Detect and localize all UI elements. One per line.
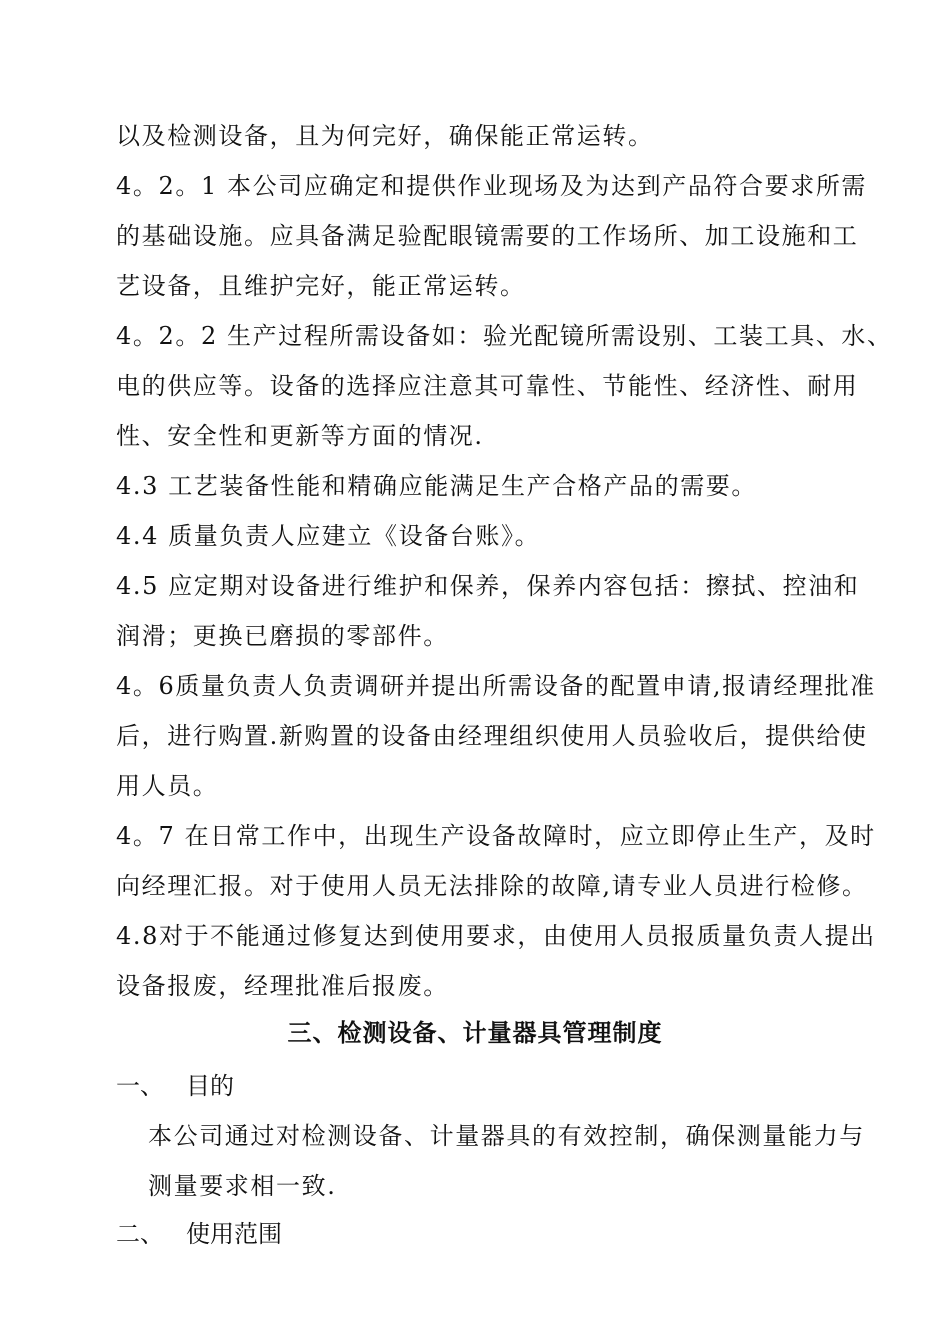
text-line: 向经理汇报。对于使用人员无法排除的故障,请专业人员进行检修。: [116, 872, 868, 900]
section-heading: 三、检测设备、计量器具管理制度: [287, 1019, 663, 1047]
text-line: 润滑；更换已磨损的零部件。: [116, 622, 449, 650]
section-title: 使用范围: [186, 1220, 282, 1248]
text-line: 后，进行购置.新购置的设备由经理组织使用人员验收后，提供给使: [116, 722, 868, 750]
text-line: 4.5 应定期对设备进行维护和保养，保养内容包括：擦拭、控油和: [116, 572, 860, 600]
text-line: 4。2。2 生产过程所需设备如：验光配镜所需设别、工装工具、水、: [116, 322, 893, 350]
text-line: 4.8对于不能通过修复达到使用要求，由使用人员报质量负责人提出: [116, 922, 876, 950]
text-line: 以及检测设备，且为何完好，确保能正常运转。: [116, 122, 654, 150]
text-line: 4.4 质量负责人应建立《设备台账》。: [116, 522, 541, 550]
section-number: 二、: [116, 1220, 164, 1248]
section-1-title: [116, 1072, 234, 1100]
section-2-title: [116, 1220, 282, 1248]
text-line: 艺设备，且维护完好，能正常运转。: [116, 272, 526, 300]
text-line: 4。7 在日常工作中，出现生产设备故障时，应立即停止生产，及时: [116, 822, 876, 850]
text-line: 4.3 工艺装备性能和精确应能满足生产合格产品的需要。: [116, 472, 757, 500]
purpose-line: 测量要求相一致.: [148, 1172, 337, 1200]
text-line: 4。2。1 本公司应确定和提供作业现场及为达到产品符合要求所需: [116, 172, 868, 200]
text-line: 4。6质量负责人负责调研并提出所需设备的配置申请,报请经理批准: [116, 672, 876, 700]
text-line: 用人员。: [116, 772, 219, 800]
section-number: 一、: [116, 1072, 164, 1100]
purpose-line: 本公司通过对检测设备、计量器具的有效控制，确保测量能力与: [148, 1122, 865, 1150]
text-line: 性、安全性和更新等方面的情况.: [116, 422, 484, 450]
text-line: 设备报废，经理批准后报废。: [116, 972, 449, 1000]
section-title: 目的: [186, 1072, 234, 1100]
text-line: 的基础设施。应具备满足验配眼镜需要的工作场所、加工设施和工: [116, 222, 859, 250]
text-line: 电的供应等。设备的选择应注意其可靠性、节能性、经济性、耐用: [116, 372, 859, 400]
